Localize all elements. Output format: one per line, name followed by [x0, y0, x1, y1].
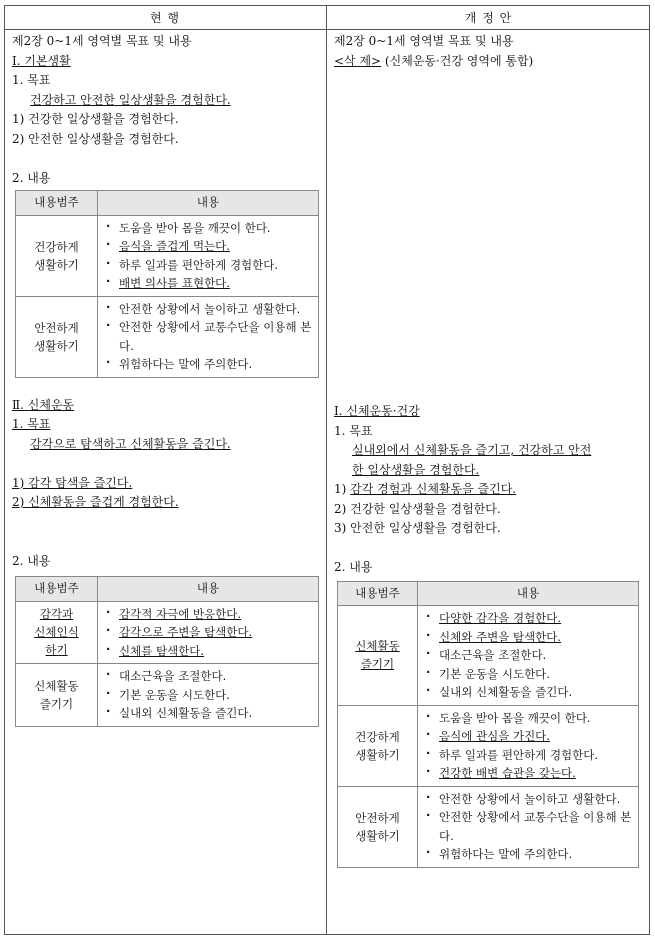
content-heading: 2. 내용: [12, 170, 51, 185]
goal-item: 3) 안전한 일상생활을 경험한다.: [334, 521, 501, 535]
content-heading: 2. 내용: [334, 560, 373, 574]
header-divider: [4, 29, 650, 30]
content-item: · 다양한 감각을 경험한다.: [423, 609, 633, 628]
content-table: [15, 576, 319, 727]
table-row: [16, 215, 319, 296]
content-item: · 음식을 즐겁게 먹는다.: [103, 237, 313, 256]
content-item: · 신체를 탐색한다.: [103, 642, 313, 661]
goal-heading: 1. 목표: [12, 417, 51, 431]
content-item: · 도움을 받아 몸을 깨끗이 한다.: [423, 709, 633, 728]
content-table: [337, 581, 639, 868]
table-row: [338, 705, 639, 786]
content-item: · 안전한 상황에서 놀이하고 생활한다.: [103, 300, 313, 319]
content-item: · 하루 일과를 편안하게 경험한다.: [423, 746, 633, 765]
goal-item: 2) 신체활동을 즐겁게 경험한다.: [12, 495, 179, 509]
deleted-note: (신체운동·건강 영역에 통합): [381, 53, 534, 68]
goal-heading: 1. 목표: [12, 73, 51, 87]
goal-item: 1) 감각 탐색을 즐긴다.: [12, 475, 133, 490]
content-item: · 위험하다는 말에 주의한다.: [423, 845, 633, 864]
content-item: · 신체와 주변을 탐색한다.: [423, 628, 633, 647]
content-item: · 기본 운동을 시도한다.: [103, 686, 313, 705]
table-header: 내용범주: [16, 577, 98, 602]
content-item: · 안전한 상황에서 놀이하고 생활한다.: [423, 790, 633, 809]
header-current: 현 행: [150, 11, 180, 25]
table-row: [16, 296, 319, 377]
goal-item: 2) 안전한 일상생활을 경험한다.: [12, 131, 179, 146]
section-title: Ⅰ. 신체운동·건강: [334, 404, 420, 418]
category-cell: 신체활동 즐기기: [338, 606, 418, 706]
category-cell: 안전하게 생활하기: [16, 296, 98, 377]
chapter-title: 제2장 0~1세 영역별 목표 및 내용: [334, 34, 514, 48]
section-title: Ⅱ. 신체운동: [12, 397, 75, 412]
category-cell: 신체활동 즐기기: [16, 664, 98, 727]
content-item: · 도움을 받아 몸을 깨끗이 한다.: [103, 219, 313, 238]
content-table: [15, 190, 319, 378]
deleted-tag: <삭 제>: [334, 53, 382, 68]
content-item: · 기본 운동을 시도한다.: [423, 665, 633, 684]
content-heading: 2. 내용: [12, 553, 51, 568]
table-row: [338, 786, 639, 867]
content-item: · 음식에 관심을 가진다.: [423, 727, 633, 746]
content-item: · 대소근육을 조절한다.: [423, 646, 633, 665]
table-header: 내용범주: [16, 191, 98, 216]
table-row: [16, 664, 319, 727]
goal-item: 1) 건강한 일상생활을 경험한다.: [12, 112, 179, 126]
content-item: · 안전한 상황에서 교통수단을 이용해 본다.: [103, 318, 313, 355]
content-item: · 감각으로 주변을 탐색한다.: [103, 623, 313, 642]
table-header: 내용범주: [338, 581, 418, 606]
content-item: · 안전한 상황에서 교통수단을 이용해 본다.: [423, 808, 633, 845]
table-header: 내용: [98, 577, 319, 602]
goal-item: 감각 경험과 신체활동을 즐긴다.: [350, 482, 517, 496]
content-item: · 위험하다는 말에 주의한다.: [103, 355, 313, 374]
goal-text: 감각으로 탐색하고 신체활동을 즐긴다.: [30, 436, 231, 451]
content-item: · 하루 일과를 편안하게 경험한다.: [103, 256, 313, 275]
content-item: · 건강한 배변 습관을 갖는다.: [423, 764, 633, 783]
category-cell: 건강하게 생활하기: [338, 705, 418, 786]
column-divider: [326, 5, 327, 935]
category-cell: 안전하게 생활하기: [338, 786, 418, 867]
goal-text: 실내외에서 신체활동을 즐기고, 건강하고 안전: [352, 443, 592, 457]
category-cell: 건강하게 생활하기: [16, 215, 98, 296]
content-item: · 실내외 신체활동을 즐긴다.: [423, 683, 633, 702]
goal-item: 2) 건강한 일상생활을 경험한다.: [334, 501, 501, 516]
content-item: · 실내외 신체활동을 즐긴다.: [103, 704, 313, 723]
section-title: Ⅰ. 기본생활: [12, 53, 71, 68]
chapter-title: 제2장 0~1세 영역별 목표 및 내용: [12, 34, 192, 48]
header-revised: 개 정 안: [464, 11, 513, 25]
table-row: [338, 606, 639, 706]
goal-text: 건강하고 안전한 일상생활을 경험한다.: [30, 92, 231, 107]
table-header: 내용: [418, 581, 639, 606]
category-cell: 감각과 신체인식 하기: [16, 601, 98, 664]
revised-column: 제2장 0~1세 영역별 목표 및 내용 <삭 제> (신체운동·건강 영역에 통합) Ⅰ. 신체운동·건강 1. 목표 실내외에서 신체활동을 즐기고, 건강하고 안전 한 일상생활을 경험한다. 1) 감각 경험과 신체활동을 즐긴다. 2) 건강한 일상생활을 경험한다. 3) 안전한 일상생활을 경험한다. 2. 내용 내용범주 내용 신체활동 즐기기 · 다양한 감각을 경험한다. · 신체와 주변을 탐색한다. · 대소근육을 조절한다. · 기본 운동을 시도한다. · 실내외 신체활동을 즐긴다. 건강하게 생활하기 · 도움을 받아 몸을 깨끗이 한다. · 음식에 관심을 가진다. · 하루 일과를 편안하게 경험한다. · 건강한 배변 습관을 갖는다. 안전하게 생활하기 · 안전한 상황에서 놀이하고 생활한다. · 안전한 상황에서 교통수단을 이용해 본다. · 위험하다는 말에 주의한다.: [334, 32, 644, 868]
table-row: [16, 601, 319, 664]
table-header: 내용: [98, 191, 319, 216]
goal-text: 한 일상생활을 경험한다.: [352, 462, 480, 477]
goal-heading: 1. 목표: [334, 423, 373, 438]
current-column: [12, 32, 320, 727]
content-item: · 대소근육을 조절한다.: [103, 667, 313, 686]
content-item: · 배변 의사를 표현한다.: [103, 274, 313, 293]
content-item: · 감각적 자극에 반응한다.: [103, 605, 313, 624]
